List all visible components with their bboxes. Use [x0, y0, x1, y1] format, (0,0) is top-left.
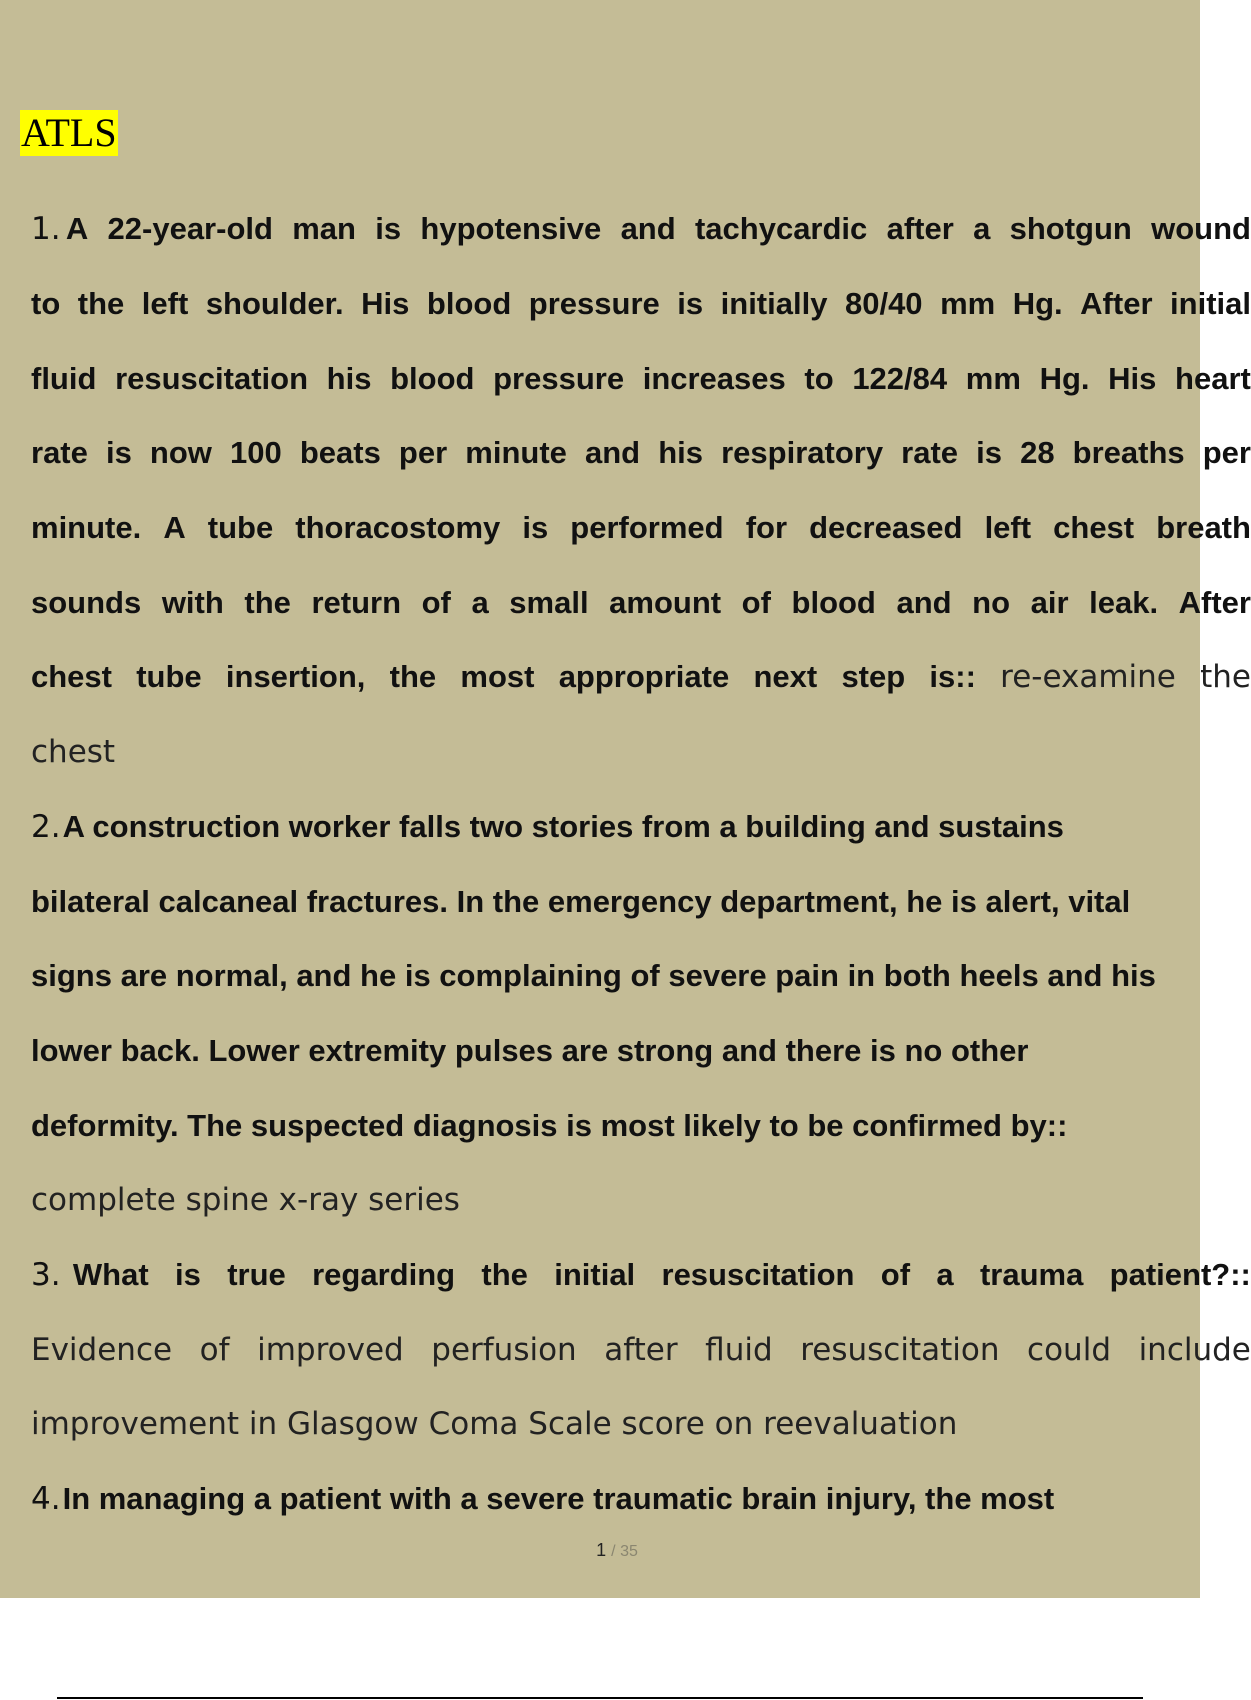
text-line-4: rate is now 100 beats per minute and his respiratory rate is 28 breaths per [31, 435, 1251, 471]
document-body [31, 192, 1251, 1536]
question-number: 3. [31, 1256, 61, 1293]
question-number: 1. [31, 211, 61, 248]
answer-text: complete spine x-ray series [31, 1182, 460, 1219]
total-pages: / 35 [611, 1543, 638, 1560]
text-line-17: improvement in Glasgow Coma Scale score on reevaluation [31, 1406, 958, 1443]
text-line-2: to the left shoulder. His blood pressure is initially 80/40 mm Hg. After initial [31, 286, 1251, 322]
question-number: 4. [31, 1481, 61, 1518]
answer-text: Evidence [31, 1331, 173, 1368]
text-line-16: Evidence of improved perfusion after fluid resuscitation could include [31, 1331, 1251, 1368]
text-line-9: 2. A construction worker falls two stories from a building and sustains [31, 808, 1064, 845]
page-indicator [0, 1540, 1234, 1561]
text-line-12: lower back. Lower extremity pulses are strong and there is no other [31, 1032, 1029, 1068]
text-line-10: bilateral calcaneal fractures. In the emergency department, he is alert, vital [31, 883, 1131, 919]
text-line-11: signs are normal, and he is complaining of severe pain in both heels and his [31, 958, 1156, 994]
answer-text: re-examine [1000, 659, 1176, 696]
question-number: 2. [31, 808, 61, 845]
text-line-1: 1. A 22-year-old man is hypotensive and tachycardic after a shotgun wound [31, 211, 1251, 248]
text-line-3: fluid resuscitation his blood pressure increases to 122/84 mm Hg. His heart [31, 360, 1251, 396]
text-line-7: chest tube insertion, the most appropriate next step is:: re-examine the [31, 659, 1251, 696]
document-title: ATLS [21, 110, 117, 155]
text-line-5: minute. A tube thoracostomy is performed for decreased left chest breath [31, 510, 1251, 546]
next-page-divider [57, 1697, 1143, 1699]
text-line-6: sounds with the return of a small amount of blood and no air leak. After [31, 584, 1251, 620]
text-line-15: 3. What is true regarding the initial resuscitation of a trauma patient?:: [31, 1256, 1251, 1293]
text-line-18: 4. In managing a patient with a severe traumatic brain injury, the most [31, 1481, 1055, 1518]
current-page-number: 1 [596, 1540, 607, 1560]
text-line-14 [31, 1163, 1251, 1238]
text-line-8: chest [31, 734, 116, 771]
text-line-13: deformity. The suspected diagnosis is most likely to be confirmed by:: [31, 1107, 1068, 1143]
